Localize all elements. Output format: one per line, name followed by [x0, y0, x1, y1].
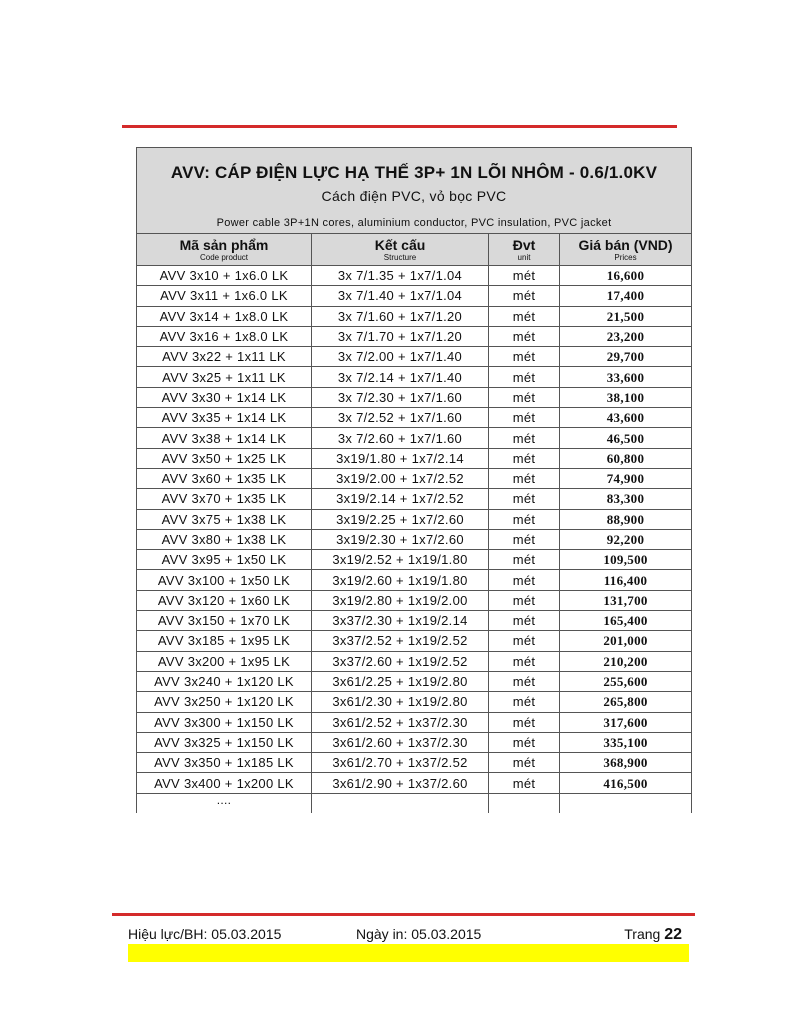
- cell-unit: mét: [489, 367, 560, 387]
- cell-price: 265,800: [560, 692, 692, 712]
- cell-unit: mét: [489, 570, 560, 590]
- header-structure: [312, 234, 489, 266]
- cell-code: AVV 3x22 + 1x11 LK: [137, 347, 312, 367]
- table-row: [137, 347, 692, 367]
- cell-price: 165,400: [560, 611, 692, 631]
- column-header-row: [137, 234, 692, 266]
- cell-structure: 3x 7/1.40 + 1x7/1.04: [312, 286, 489, 306]
- header-unit-en: unit: [517, 253, 531, 262]
- cell-code: AVV 3x300 + 1x150 LK: [137, 712, 312, 732]
- cell-unit: mét: [489, 732, 560, 752]
- cell-structure: 3x 7/1.70 + 1x7/1.20: [312, 326, 489, 346]
- table-body: [137, 266, 692, 813]
- cell-unit: mét: [489, 753, 560, 773]
- price-table: [136, 147, 692, 813]
- cell-structure: 3x37/2.30 + 1x19/2.14: [312, 611, 489, 631]
- header-structure-en: Structure: [383, 253, 417, 262]
- cell-code: AVV 3x70 + 1x35 LK: [137, 489, 312, 509]
- cell-unit: mét: [489, 428, 560, 448]
- footer-page: [624, 926, 682, 944]
- table-row: [137, 631, 692, 651]
- cell-structure: 3x61/2.90 + 1x37/2.60: [312, 773, 489, 793]
- cell-unit: mét: [489, 489, 560, 509]
- cell-structure: 3x61/2.30 + 1x19/2.80: [312, 692, 489, 712]
- table-row: [137, 448, 692, 468]
- header-structure-vi: Kết cấu: [374, 237, 426, 253]
- cell-code: AVV 3x325 + 1x150 LK: [137, 732, 312, 752]
- cell-structure: 3x61/2.52 + 1x37/2.30: [312, 712, 489, 732]
- cell-structure: 3x37/2.52 + 1x19/2.52: [312, 631, 489, 651]
- cell-price: 46,500: [560, 428, 692, 448]
- cell-price: 255,600: [560, 671, 692, 691]
- cell-unit: mét: [489, 306, 560, 326]
- table-row: [137, 286, 692, 306]
- cell-structure: 3x 7/1.60 + 1x7/1.20: [312, 306, 489, 326]
- cell-code: AVV 3x185 + 1x95 LK: [137, 631, 312, 651]
- cell-price: 21,500: [560, 306, 692, 326]
- table-row: [137, 326, 692, 346]
- cell-price: 23,200: [560, 326, 692, 346]
- cell-code: AVV 3x200 + 1x95 LK: [137, 651, 312, 671]
- cell-unit: mét: [489, 529, 560, 549]
- cell-structure: 3x 7/2.52 + 1x7/1.60: [312, 408, 489, 428]
- table-row: [137, 428, 692, 448]
- ellipsis-cell: ....: [137, 793, 312, 813]
- cell-code: AVV 3x14 + 1x8.0 LK: [137, 306, 312, 326]
- cell-structure: 3x61/2.60 + 1x37/2.30: [312, 732, 489, 752]
- cell-code: AVV 3x75 + 1x38 LK: [137, 509, 312, 529]
- cell-structure: 3x 7/2.14 + 1x7/1.40: [312, 367, 489, 387]
- cell-price: 33,600: [560, 367, 692, 387]
- cell-code: AVV 3x150 + 1x70 LK: [137, 611, 312, 631]
- table-subtitle: Cách điện PVC, vỏ bọc PVC: [321, 188, 507, 204]
- cell-price: 83,300: [560, 489, 692, 509]
- cell-price: 368,900: [560, 753, 692, 773]
- cell-unit: mét: [489, 448, 560, 468]
- cell-unit: mét: [489, 773, 560, 793]
- cell-price: 210,200: [560, 651, 692, 671]
- table-row: [137, 550, 692, 570]
- header-unit-vi: Đvt: [512, 237, 536, 253]
- cell-price: 416,500: [560, 773, 692, 793]
- table-row: [137, 529, 692, 549]
- cell-structure: 3x 7/2.00 + 1x7/1.40: [312, 347, 489, 367]
- cell-unit: mét: [489, 509, 560, 529]
- table-row: [137, 408, 692, 428]
- cell-unit: mét: [489, 408, 560, 428]
- price-table-container: [136, 147, 691, 813]
- cell-structure: 3x19/2.52 + 1x19/1.80: [312, 550, 489, 570]
- cell-structure: 3x 7/2.60 + 1x7/1.60: [312, 428, 489, 448]
- cell-price: 109,500: [560, 550, 692, 570]
- cell-code: AVV 3x350 + 1x185 LK: [137, 753, 312, 773]
- cell-structure: 3x19/2.60 + 1x19/1.80: [312, 570, 489, 590]
- cell-price: 74,900: [560, 468, 692, 488]
- cell-price: 16,600: [560, 266, 692, 286]
- table-row: [137, 468, 692, 488]
- cell-structure: 3x19/2.80 + 1x19/2.00: [312, 590, 489, 610]
- cell-price: 38,100: [560, 387, 692, 407]
- table-title: AVV: CÁP ĐIỆN LỰC HẠ THẾ 3P+ 1N LÕI NHÔM - 0.6/1.0KV: [170, 163, 658, 182]
- cell-code: AVV 3x100 + 1x50 LK: [137, 570, 312, 590]
- table-english-description: Power cable 3P+1N cores, aluminium conductor, PVC insulation, PVC jacket: [216, 217, 612, 229]
- cell-price: 17,400: [560, 286, 692, 306]
- cell-price: 131,700: [560, 590, 692, 610]
- cell-code: AVV 3x25 + 1x11 LK: [137, 367, 312, 387]
- cell-code: AVV 3x95 + 1x50 LK: [137, 550, 312, 570]
- cell-code: AVV 3x50 + 1x25 LK: [137, 448, 312, 468]
- table-row: [137, 651, 692, 671]
- table-row: [137, 387, 692, 407]
- cell-code: AVV 3x30 + 1x14 LK: [137, 387, 312, 407]
- cell-unit: mét: [489, 326, 560, 346]
- table-row: [137, 732, 692, 752]
- cell-unit: mét: [489, 266, 560, 286]
- cell-structure: 3x 7/1.35 + 1x7/1.04: [312, 266, 489, 286]
- cell-price: 88,900: [560, 509, 692, 529]
- table-row: [137, 306, 692, 326]
- cell-unit: mét: [489, 631, 560, 651]
- table-title-block: [137, 148, 692, 234]
- cell-unit: mét: [489, 712, 560, 732]
- cell-structure: 3x61/2.25 + 1x19/2.80: [312, 671, 489, 691]
- cell-unit: mét: [489, 611, 560, 631]
- table-row: [137, 692, 692, 712]
- table-row: [137, 489, 692, 509]
- table-row: [137, 712, 692, 732]
- table-row: [137, 671, 692, 691]
- header-unit: [489, 234, 560, 266]
- footer-page-number: 22: [664, 926, 682, 943]
- cell-code: AVV 3x250 + 1x120 LK: [137, 692, 312, 712]
- cell-structure: 3x19/2.30 + 1x7/2.60: [312, 529, 489, 549]
- cell-code: AVV 3x16 + 1x8.0 LK: [137, 326, 312, 346]
- cell-unit: mét: [489, 550, 560, 570]
- header-code: [137, 234, 312, 266]
- header-price-en: Prices: [614, 253, 637, 262]
- cell-price: 116,400: [560, 570, 692, 590]
- cell-structure: 3x 7/2.30 + 1x7/1.60: [312, 387, 489, 407]
- cell-unit: mét: [489, 286, 560, 306]
- top-red-rule: [122, 125, 677, 128]
- header-price: [560, 234, 692, 266]
- footer-page-label: Trang: [624, 926, 661, 942]
- cell-price: 335,100: [560, 732, 692, 752]
- cell-code: AVV 3x80 + 1x38 LK: [137, 529, 312, 549]
- cell-price: 317,600: [560, 712, 692, 732]
- table-row: [137, 367, 692, 387]
- cell-unit: mét: [489, 692, 560, 712]
- footer-effective-date: Hiệu lực/BH: 05.03.2015: [128, 926, 282, 942]
- cell-unit: mét: [489, 590, 560, 610]
- cell-structure: 3x19/2.14 + 1x7/2.52: [312, 489, 489, 509]
- cell-structure: 3x19/2.25 + 1x7/2.60: [312, 509, 489, 529]
- table-row: [137, 773, 692, 793]
- cell-structure: 3x19/1.80 + 1x7/2.14: [312, 448, 489, 468]
- cell-code: AVV 3x60 + 1x35 LK: [137, 468, 312, 488]
- table-row: [137, 590, 692, 610]
- table-row: [137, 753, 692, 773]
- cell-code: AVV 3x11 + 1x6.0 LK: [137, 286, 312, 306]
- footer-highlight-bar: [128, 944, 689, 962]
- cell-code: AVV 3x120 + 1x60 LK: [137, 590, 312, 610]
- table-row: [137, 611, 692, 631]
- cell-structure: 3x19/2.00 + 1x7/2.52: [312, 468, 489, 488]
- cell-unit: mét: [489, 387, 560, 407]
- cell-code: AVV 3x240 + 1x120 LK: [137, 671, 312, 691]
- cell-code: AVV 3x38 + 1x14 LK: [137, 428, 312, 448]
- cell-code: AVV 3x400 + 1x200 LK: [137, 773, 312, 793]
- cell-code: AVV 3x10 + 1x6.0 LK: [137, 266, 312, 286]
- header-code-vi: Mã sản phẩm: [179, 237, 269, 253]
- table-row: [137, 266, 692, 286]
- cell-structure: 3x61/2.70 + 1x37/2.52: [312, 753, 489, 773]
- cell-unit: mét: [489, 671, 560, 691]
- cell-price: 29,700: [560, 347, 692, 367]
- cell-price: 92,200: [560, 529, 692, 549]
- cell-price: 60,800: [560, 448, 692, 468]
- cell-price: 43,600: [560, 408, 692, 428]
- cell-structure: 3x37/2.60 + 1x19/2.52: [312, 651, 489, 671]
- header-price-vi: Giá bán (VND): [578, 237, 673, 253]
- cell-unit: mét: [489, 347, 560, 367]
- table-row: [137, 570, 692, 590]
- cell-code: AVV 3x35 + 1x14 LK: [137, 408, 312, 428]
- ellipsis-row: [137, 793, 692, 813]
- cell-unit: mét: [489, 651, 560, 671]
- header-code-en: Code product: [199, 253, 249, 262]
- bottom-red-rule: [112, 913, 695, 916]
- cell-price: 201,000: [560, 631, 692, 651]
- table-row: [137, 509, 692, 529]
- cell-unit: mét: [489, 468, 560, 488]
- footer-print-date: Ngày in: 05.03.2015: [356, 926, 482, 942]
